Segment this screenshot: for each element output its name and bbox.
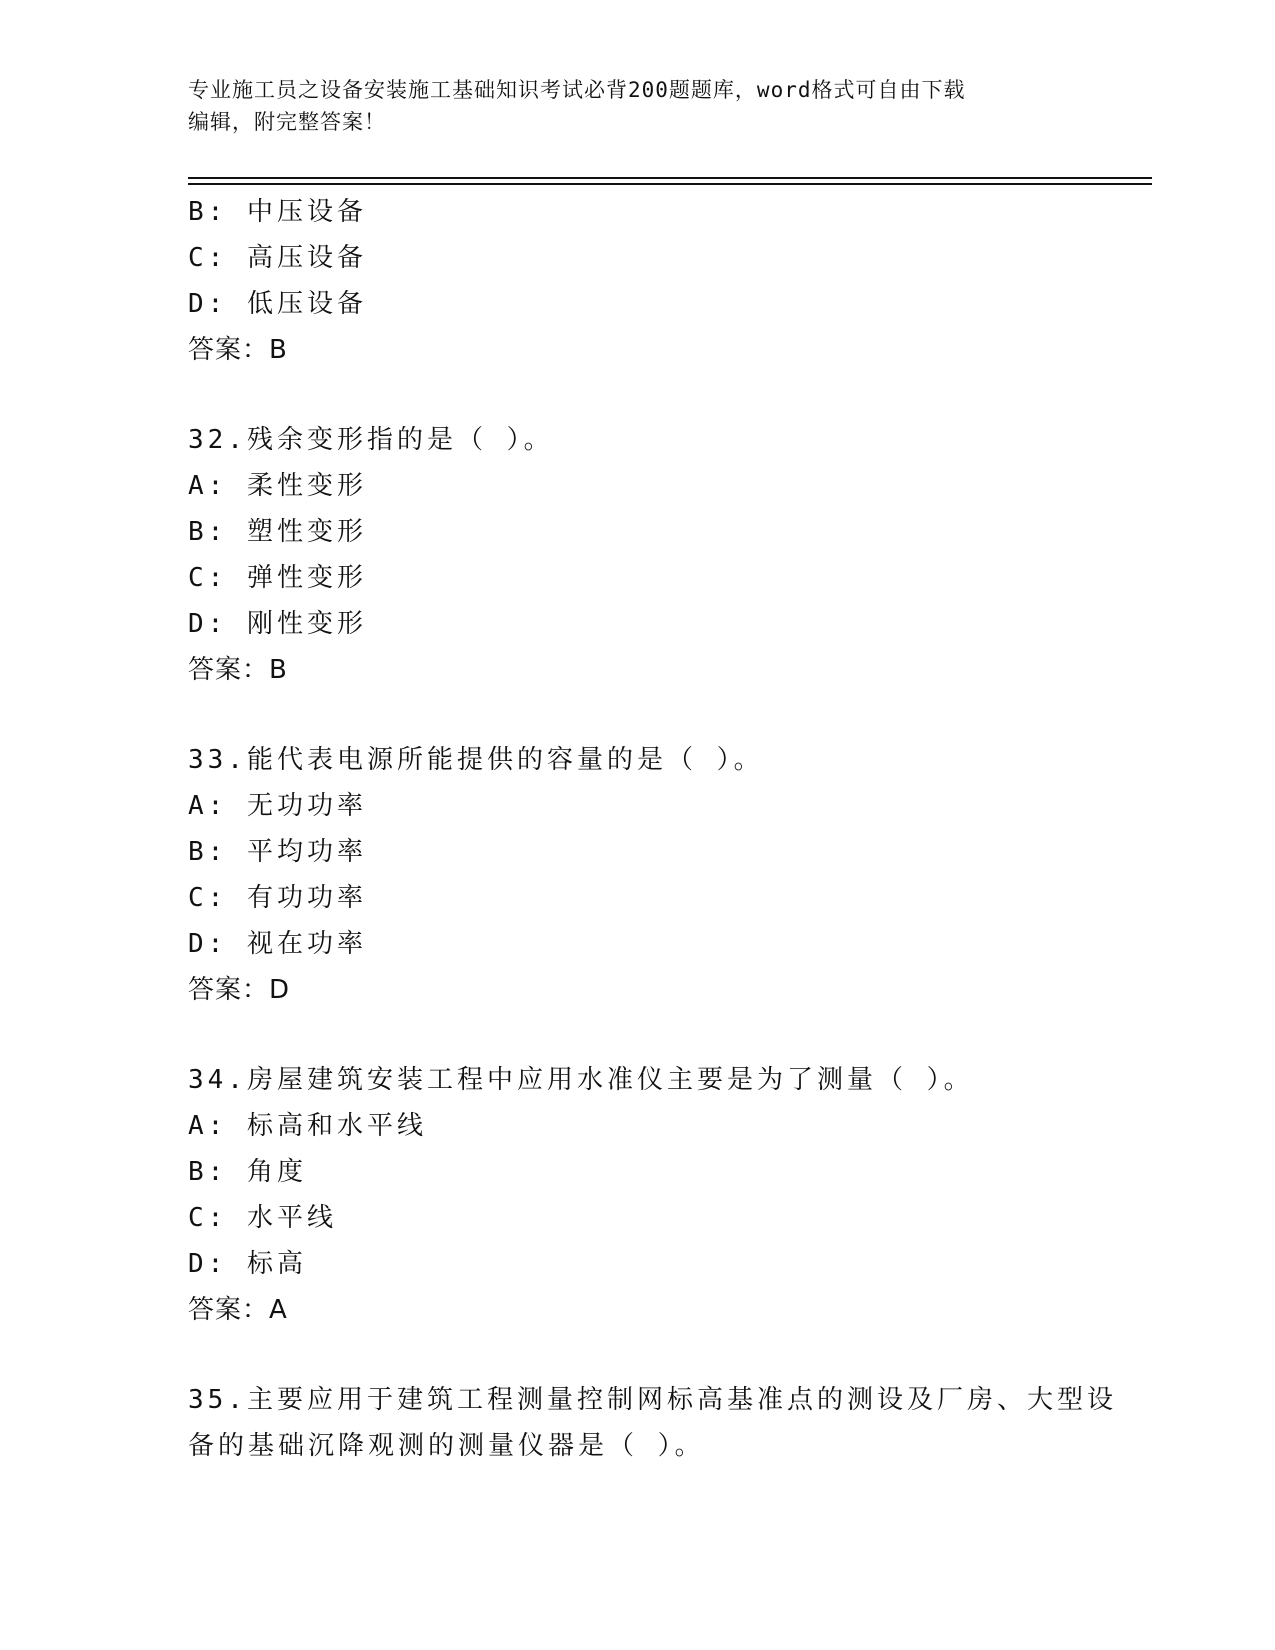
document-header	[188, 74, 1088, 138]
question-stem: 32.残余变形指的是（ ）。	[188, 425, 554, 455]
option-b: B: 平均功率	[188, 837, 367, 867]
question-stem-line-1: 35.主要应用于建筑工程测量控制网标高基准点的测设及厂房、大型设	[188, 1385, 1117, 1415]
header-line-1: 专业施工员之设备安装施工基础知识考试必背200题题库，word格式可自由下载	[188, 78, 966, 102]
answer-line: 答案：B	[188, 335, 288, 365]
question-34	[188, 1057, 1088, 1333]
question-spacer	[188, 1333, 1088, 1377]
question-stem: 34.房屋建筑安装工程中应用水准仪主要是为了测量（ ）。	[188, 1065, 974, 1095]
header-line-2: 编辑，附完整答案！	[188, 110, 386, 134]
option-a: A: 柔性变形	[188, 471, 367, 501]
question-spacer	[188, 373, 1088, 417]
question-spacer	[188, 693, 1088, 737]
option-c: C: 水平线	[188, 1203, 337, 1233]
header-rule-top	[188, 177, 1152, 179]
question-stem: 33.能代表电源所能提供的容量的是（ ）。	[188, 745, 764, 775]
question-33	[188, 737, 1088, 1013]
option-d: D: 视在功率	[188, 929, 367, 959]
option-c: C: 有功功率	[188, 883, 367, 913]
option-a: A: 无功功率	[188, 791, 367, 821]
answer-line: 答案：B	[188, 655, 288, 685]
option-b: B: 角度	[188, 1157, 307, 1187]
header-rule-bottom	[188, 183, 1152, 185]
question-stem-line-2: 备的基础沉降观测的测量仪器是（ ）。	[188, 1431, 705, 1461]
option-a: A: 标高和水平线	[188, 1111, 427, 1141]
question-list	[188, 189, 1117, 1469]
option-d: D: 标高	[188, 1249, 307, 1279]
option-d: D: 刚性变形	[188, 609, 367, 639]
question-spacer	[188, 1013, 1088, 1057]
answer-line: 答案：D	[188, 975, 291, 1005]
option-c: C: 弹性变形	[188, 563, 367, 593]
option-b: B: 中压设备	[188, 197, 367, 227]
question-35	[188, 1377, 1117, 1469]
option-b: B: 塑性变形	[188, 517, 367, 547]
question-32	[188, 417, 1088, 693]
question-fragment	[188, 189, 1088, 373]
option-d: D: 低压设备	[188, 289, 367, 319]
answer-line: 答案：A	[188, 1295, 288, 1325]
option-c: C: 高压设备	[188, 243, 367, 273]
